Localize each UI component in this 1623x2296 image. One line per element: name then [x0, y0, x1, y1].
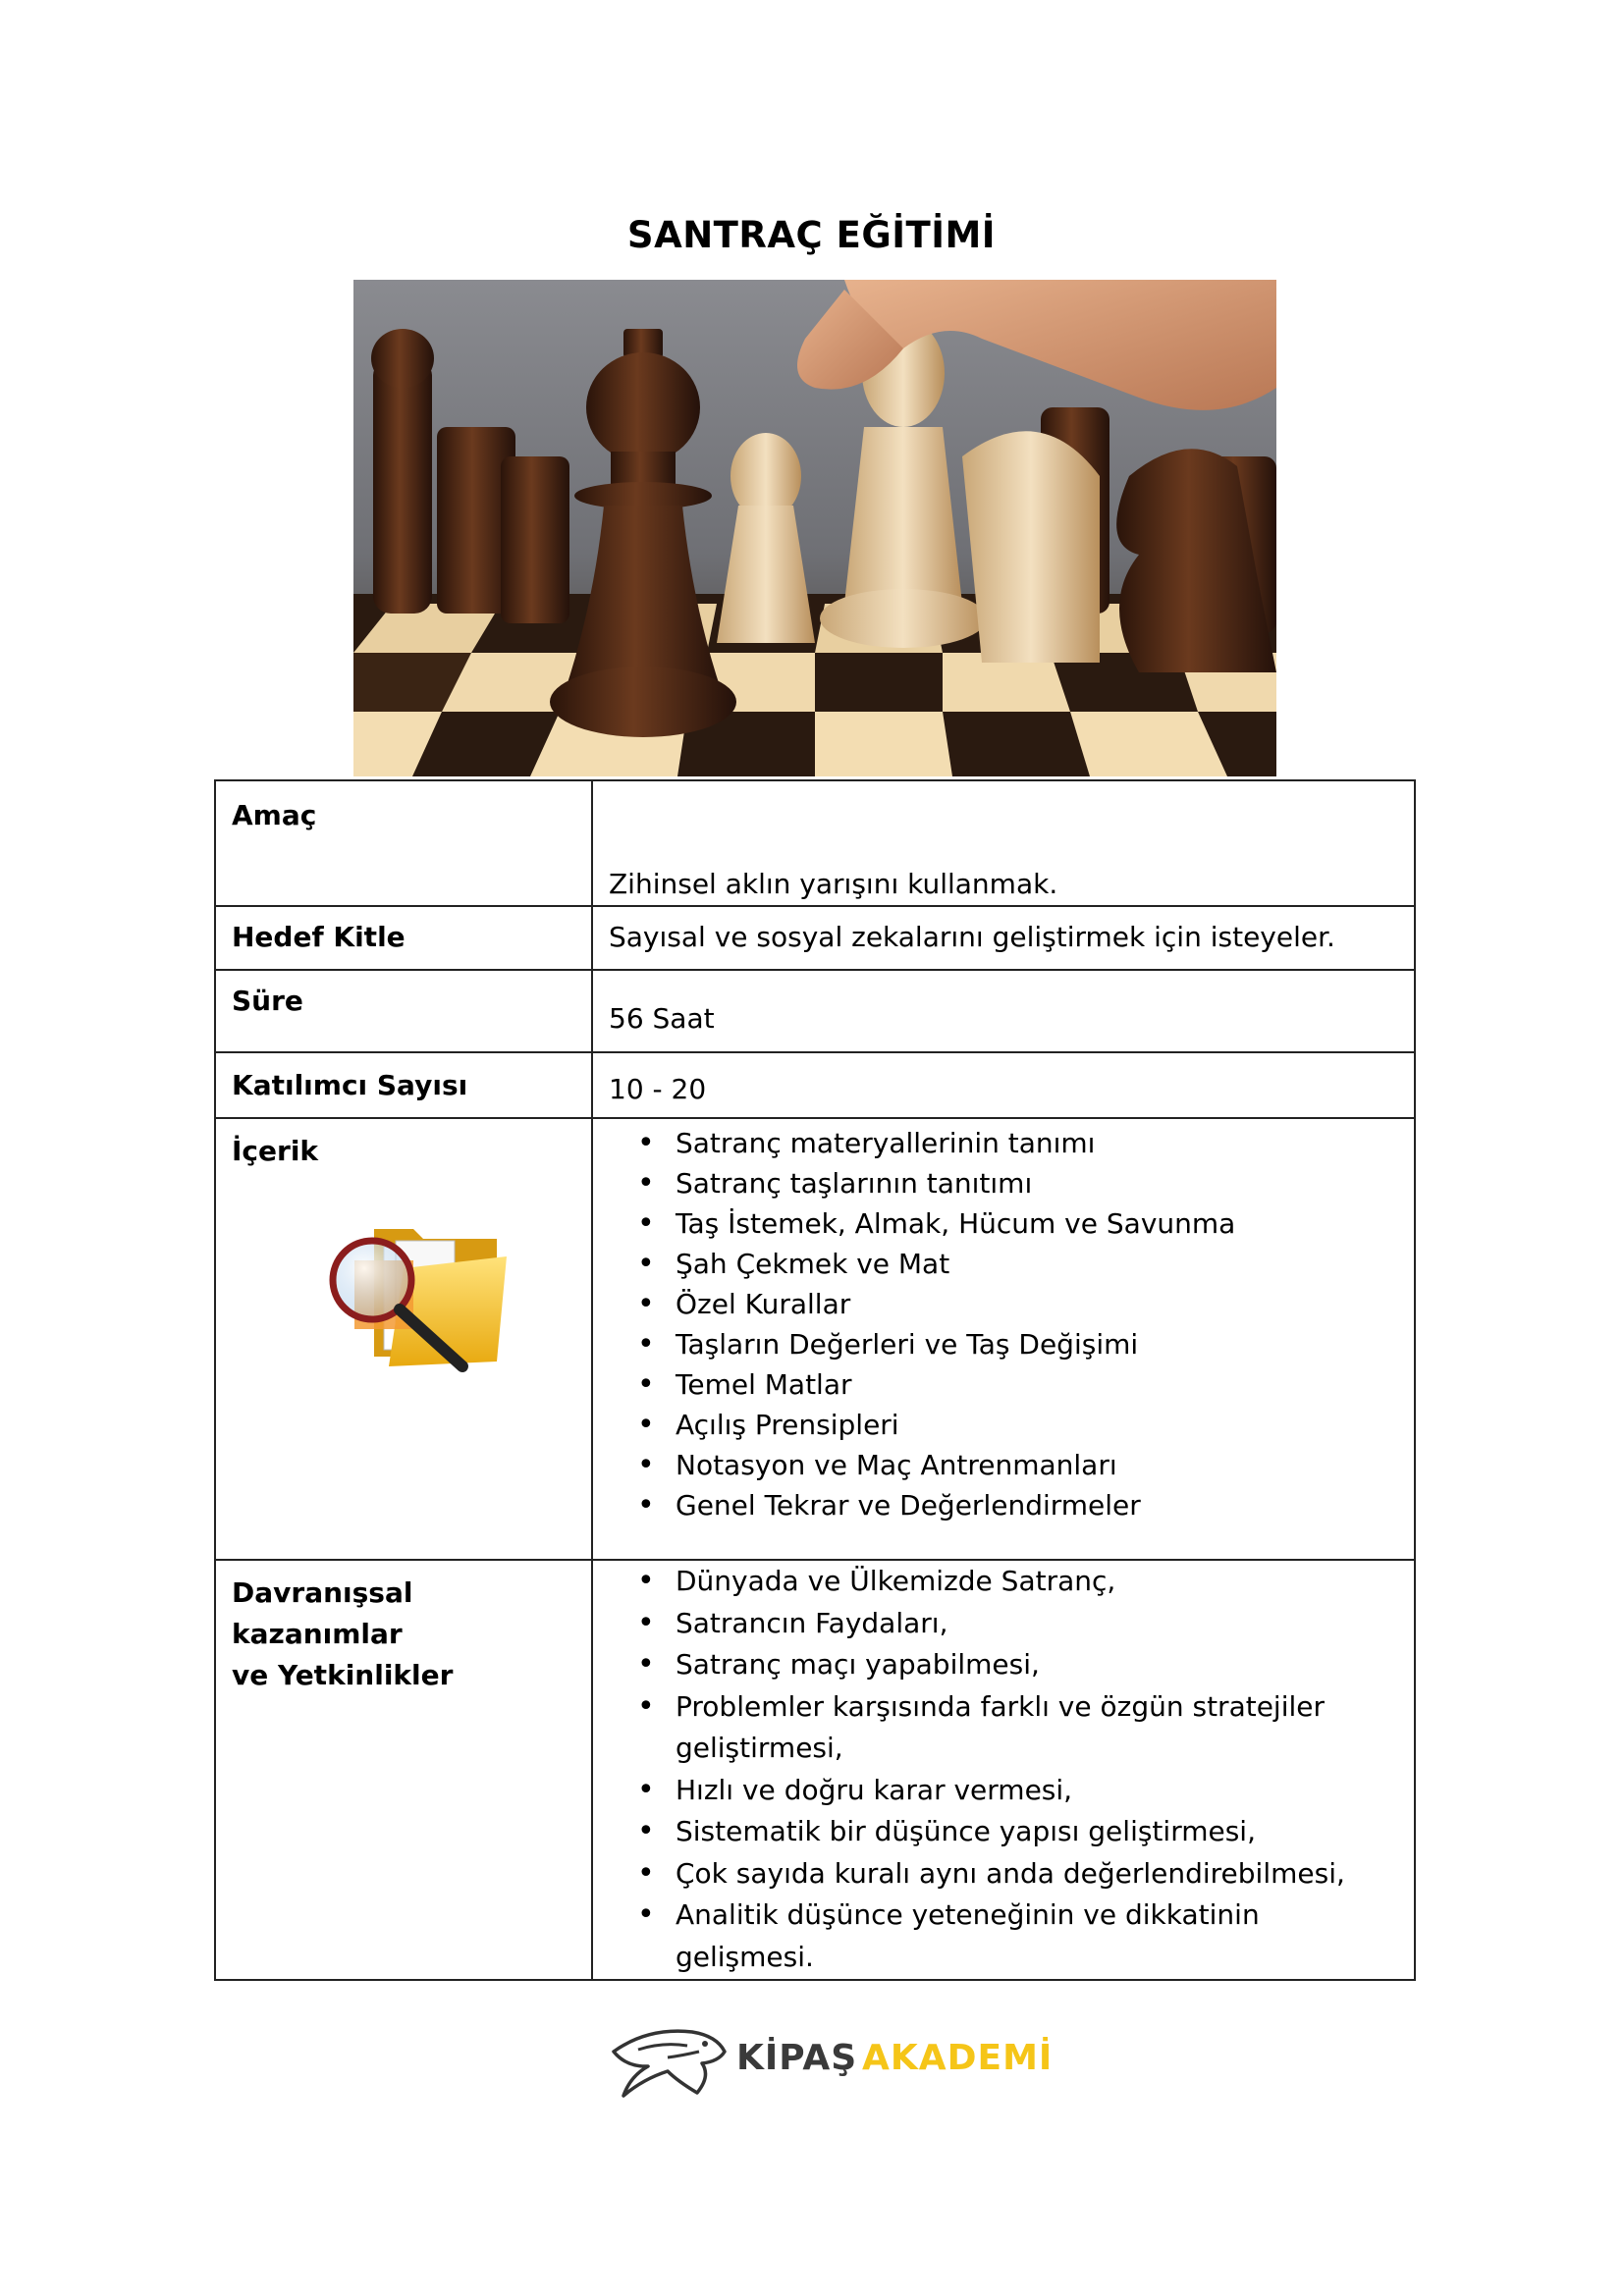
value-hedef-kitle: Sayısal ve sosyal zekalarını geliştirmek için isteyeler.	[609, 921, 1335, 953]
table-row-icerik	[215, 1118, 1415, 1560]
list-item: • Satranç taşlarının tanıtımı	[641, 1163, 1414, 1203]
table-row-amac	[215, 780, 1415, 906]
brand-name: KİPAŞ	[736, 2038, 858, 2078]
list-item: • Temel Matlar	[641, 1364, 1414, 1405]
table-row-kazanimlar	[215, 1560, 1415, 1980]
chess-photo	[353, 280, 1276, 776]
kazanimlar-list	[593, 1561, 1394, 1978]
label-hedef-kitle: Hedef Kitle	[215, 906, 592, 970]
page-title: SANTRAÇ EĞİTİMİ	[626, 214, 997, 256]
list-item: • Özel Kurallar	[641, 1284, 1414, 1324]
table-row-hedef-kitle	[215, 906, 1415, 970]
label-icerik: İçerik	[232, 1135, 319, 1167]
list-item: • Problemler karşısında farklı ve özgün stratejiler geliştirmesi,	[641, 1686, 1394, 1770]
list-item: • Sistematik bir düşünce yapısı geliştirmesi,	[641, 1811, 1394, 1853]
list-item: • Taş İstemek, Almak, Hücum ve Savunma	[641, 1203, 1414, 1244]
label-kazanimlar-1: Davranışsal kazanımlar	[232, 1576, 413, 1650]
table-row-sure	[215, 970, 1415, 1052]
value-amac: Zihinsel aklın yarışını kullanmak.	[609, 868, 1058, 900]
label-amac: Amaç	[215, 780, 592, 906]
label-kazanimlar-2: ve Yetkinlikler	[232, 1659, 454, 1691]
list-item: • Şah Çekmek ve Mat	[641, 1244, 1414, 1284]
panther-logo-icon	[609, 2022, 731, 2101]
value-katilimci: 10 - 20	[609, 1073, 707, 1105]
list-item: • Satranç materyallerinin tanımı	[641, 1123, 1414, 1163]
list-item: • Taşların Değerleri ve Taş Değişimi	[641, 1324, 1414, 1364]
list-item: • Genel Tekrar ve Değerlendirmeler	[641, 1485, 1414, 1525]
kipas-akademi-logo	[609, 2022, 1054, 2106]
label-sure: Süre	[215, 970, 592, 1052]
icerik-list	[593, 1123, 1414, 1525]
list-item: • Açılış Prensipleri	[641, 1405, 1414, 1445]
value-sure: 56 Saat	[609, 1002, 715, 1035]
label-katilimci: Katılımcı Sayısı	[215, 1052, 592, 1118]
list-item: • Çok sayıda kuralı aynı anda değerlendirebilmesi,	[641, 1853, 1394, 1896]
list-item: • Dünyada ve Ülkemizde Satranç,	[641, 1561, 1394, 1603]
table-row-katilimci	[215, 1052, 1415, 1118]
list-item: • Satranç maçı yapabilmesi,	[641, 1644, 1394, 1686]
course-info-table	[214, 779, 1416, 1981]
list-item: • Analitik düşünce yeteneğinin ve dikkatinin gelişmesi.	[641, 1895, 1394, 1978]
list-item: • Hızlı ve doğru karar vermesi,	[641, 1770, 1394, 1812]
brand-suffix: AKADEMİ	[862, 2038, 1054, 2078]
list-item: • Satrancın Faydaları,	[641, 1603, 1394, 1645]
list-item: • Notasyon ve Maç Antrenmanları	[641, 1445, 1414, 1485]
folder-magnifier-icon	[315, 1209, 512, 1376]
